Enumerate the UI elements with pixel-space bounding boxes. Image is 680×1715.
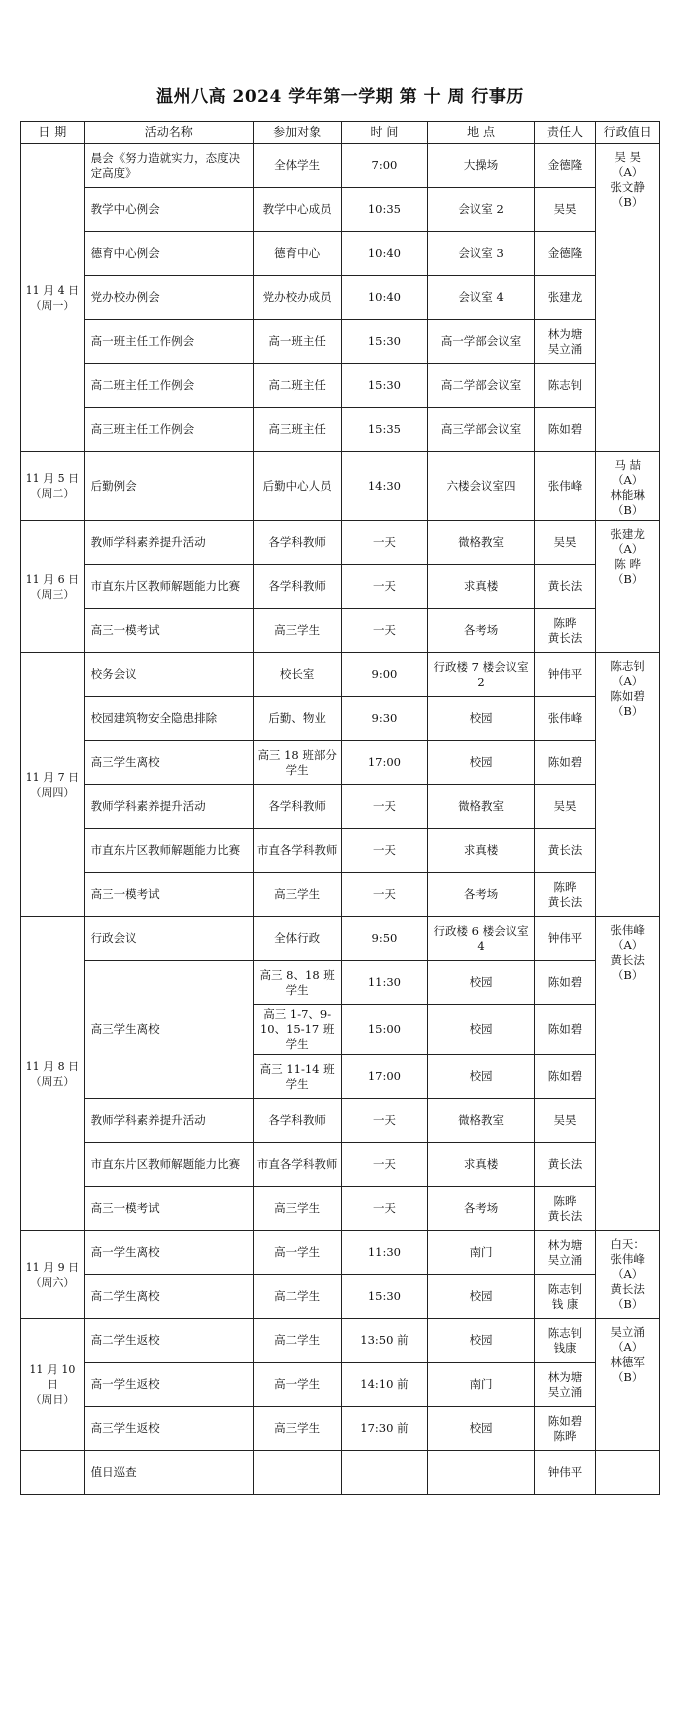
empty-cell (596, 1451, 660, 1495)
person-cell: 陈如碧 (534, 961, 595, 1005)
empty-cell (341, 1451, 428, 1495)
location-cell: 校园 (428, 1005, 535, 1055)
table-row (21, 408, 660, 452)
participants-cell: 高三 11-14 班学生 (253, 1055, 341, 1099)
empty-cell (21, 1451, 85, 1495)
person-cell: 林为塘 吴立涌 (534, 320, 595, 364)
time-cell: 11:30 (341, 1231, 428, 1275)
date-cell: 11 月 7 日 （周四） (21, 653, 85, 917)
person-cell: 钟伟平 (534, 917, 595, 961)
empty-cell (253, 1451, 341, 1495)
activity-cell: 德育中心例会 (84, 232, 253, 276)
duty-cell: 吴 昊 （A） 张文静 （B） (596, 144, 660, 452)
participants-cell: 高三学生 (253, 1407, 341, 1451)
table-row (21, 1099, 660, 1143)
participants-cell: 各学科教师 (253, 785, 341, 829)
time-cell: 9:30 (341, 697, 428, 741)
activity-cell: 高三一模考试 (84, 1187, 253, 1231)
participants-cell: 高三学生 (253, 873, 341, 917)
location-cell: 微格教室 (428, 785, 535, 829)
person-cell: 陈如碧 (534, 1055, 595, 1099)
date-cell: 11 月 5 日 （周二） (21, 452, 85, 521)
empty-cell (428, 1451, 535, 1495)
person-cell: 林为塘 吴立涌 (534, 1363, 595, 1407)
time-cell: 15:30 (341, 320, 428, 364)
time-cell: 17:00 (341, 741, 428, 785)
footer-row (21, 1451, 660, 1495)
header-time: 时 间 (341, 122, 428, 144)
participants-cell: 各学科教师 (253, 1099, 341, 1143)
person-cell: 吴昊 (534, 188, 595, 232)
table-row (21, 917, 660, 961)
location-cell: 校园 (428, 1407, 535, 1451)
table-row (21, 276, 660, 320)
activity-cell: 高三学生离校 (84, 961, 253, 1099)
date-cell: 11 月 10 日 （周日） (21, 1319, 85, 1451)
participants-cell: 高一班主任 (253, 320, 341, 364)
location-cell: 高三学部会议室 (428, 408, 535, 452)
time-cell: 17:30 前 (341, 1407, 428, 1451)
activity-cell: 高三一模考试 (84, 609, 253, 653)
participants-cell: 高一学生 (253, 1231, 341, 1275)
table-row (21, 188, 660, 232)
participants-cell: 高三学生 (253, 609, 341, 653)
table-row (21, 364, 660, 408)
weekly-calendar-table (20, 121, 660, 1495)
participants-cell: 各学科教师 (253, 521, 341, 565)
participants-cell: 高三 18 班部分学生 (253, 741, 341, 785)
table-row (21, 1231, 660, 1275)
duty-cell: 马 喆 （A） 林能琳 （B） (596, 452, 660, 521)
table-row (21, 144, 660, 188)
participants-cell: 全体学生 (253, 144, 341, 188)
activity-cell: 党办校办例会 (84, 276, 253, 320)
time-cell: 15:35 (341, 408, 428, 452)
time-cell: 10:40 (341, 276, 428, 320)
person-cell: 陈志钊 钱 康 (534, 1275, 595, 1319)
activity-cell: 晨会《努力造就实力，态度决定高度》 (84, 144, 253, 188)
table-row (21, 1143, 660, 1187)
activity-cell: 高三一模考试 (84, 873, 253, 917)
person-cell: 林为塘 吴立涌 (534, 1231, 595, 1275)
location-cell: 大操场 (428, 144, 535, 188)
duty-cell: 白天： 张伟峰 （A） 黄长法 （B） (596, 1231, 660, 1319)
location-cell: 各考场 (428, 1187, 535, 1231)
time-cell: 15:00 (341, 1005, 428, 1055)
header-location: 地 点 (428, 122, 535, 144)
time-cell: 一天 (341, 609, 428, 653)
person-cell: 陈如碧 陈晔 (534, 1407, 595, 1451)
person-cell: 陈如碧 (534, 1005, 595, 1055)
participants-cell: 后勤、物业 (253, 697, 341, 741)
activity-cell: 高三学生离校 (84, 741, 253, 785)
person-cell: 黄长法 (534, 829, 595, 873)
person-cell: 陈晔 黄长法 (534, 1187, 595, 1231)
activity-cell: 高二学生返校 (84, 1319, 253, 1363)
location-cell: 微格教室 (428, 521, 535, 565)
participants-cell: 高三 1-7、9-10、15-17 班学生 (253, 1005, 341, 1055)
duty-cell: 张伟峰 （A） 黄长法 （B） (596, 917, 660, 1231)
table-row (21, 1319, 660, 1363)
page-title: 温州八高 2024 学年第一学期 第 十 周 行事历 (156, 87, 524, 107)
table-row (21, 232, 660, 276)
person-cell: 张建龙 (534, 276, 595, 320)
activity-cell: 高三班主任工作例会 (84, 408, 253, 452)
person-cell: 陈如碧 (534, 741, 595, 785)
person-cell: 钟伟平 (534, 653, 595, 697)
location-cell: 校园 (428, 1275, 535, 1319)
activity-cell: 高三学生返校 (84, 1407, 253, 1451)
time-cell: 15:30 (341, 1275, 428, 1319)
header-row (21, 122, 660, 144)
table-row (21, 320, 660, 364)
location-cell: 求真楼 (428, 565, 535, 609)
person-cell: 金德隆 (534, 232, 595, 276)
activity-cell: 高二班主任工作例会 (84, 364, 253, 408)
participants-cell: 校长室 (253, 653, 341, 697)
location-cell: 会议室 3 (428, 232, 535, 276)
participants-cell: 教学中心成员 (253, 188, 341, 232)
participants-cell: 市直各学科教师 (253, 1143, 341, 1187)
time-cell: 一天 (341, 565, 428, 609)
duty-cell: 吴立涌 （A） 林德军 （B） (596, 1319, 660, 1451)
header-date: 日 期 (21, 122, 85, 144)
date-cell: 11 月 8 日 （周五） (21, 917, 85, 1231)
activity-cell: 市直东片区教师解题能力比赛 (84, 565, 253, 609)
participants-cell: 高二学生 (253, 1275, 341, 1319)
person-cell: 陈晔 黄长法 (534, 609, 595, 653)
time-cell: 14:10 前 (341, 1363, 428, 1407)
location-cell: 会议室 2 (428, 188, 535, 232)
participants-cell: 高二学生 (253, 1319, 341, 1363)
activity-cell: 校务会议 (84, 653, 253, 697)
time-cell: 一天 (341, 1099, 428, 1143)
activity-cell: 教师学科素养提升活动 (84, 1099, 253, 1143)
location-cell: 校园 (428, 697, 535, 741)
location-cell: 各考场 (428, 873, 535, 917)
location-cell: 行政楼 6 楼会议室 4 (428, 917, 535, 961)
person-cell: 张伟峰 (534, 697, 595, 741)
location-cell: 行政楼 7 楼会议室 2 (428, 653, 535, 697)
participants-cell: 高二班主任 (253, 364, 341, 408)
person-cell: 陈如碧 (534, 408, 595, 452)
date-cell: 11 月 4 日 （周一） (21, 144, 85, 452)
time-cell: 一天 (341, 785, 428, 829)
person-cell: 吴昊 (534, 521, 595, 565)
location-cell: 校园 (428, 741, 535, 785)
time-cell: 一天 (341, 829, 428, 873)
header-activity: 活动名称 (84, 122, 253, 144)
location-cell: 会议室 4 (428, 276, 535, 320)
participants-cell: 全体行政 (253, 917, 341, 961)
date-cell: 11 月 9 日 （周六） (21, 1231, 85, 1319)
activity-cell: 校园建筑物安全隐患排除 (84, 697, 253, 741)
person-cell: 吴昊 (534, 785, 595, 829)
table-row (21, 653, 660, 697)
time-cell: 14:30 (341, 452, 428, 521)
footer-activity: 值日巡查 (84, 1451, 253, 1495)
table-row (21, 452, 660, 521)
location-cell: 微格教室 (428, 1099, 535, 1143)
person-cell: 陈志钊 钱康 (534, 1319, 595, 1363)
time-cell: 13:50 前 (341, 1319, 428, 1363)
participants-cell: 高三 8、18 班学生 (253, 961, 341, 1005)
location-cell: 各考场 (428, 609, 535, 653)
table-row (21, 785, 660, 829)
table-row (21, 1363, 660, 1407)
time-cell: 9:50 (341, 917, 428, 961)
participants-cell: 德育中心 (253, 232, 341, 276)
activity-cell: 教学中心例会 (84, 188, 253, 232)
location-cell: 校园 (428, 961, 535, 1005)
activity-cell: 教师学科素养提升活动 (84, 521, 253, 565)
time-cell: 9:00 (341, 653, 428, 697)
participants-cell: 高三学生 (253, 1187, 341, 1231)
person-cell: 陈晔 黄长法 (534, 873, 595, 917)
person-cell: 张伟峰 (534, 452, 595, 521)
participants-cell: 各学科教师 (253, 565, 341, 609)
location-cell: 校园 (428, 1319, 535, 1363)
location-cell: 求真楼 (428, 829, 535, 873)
location-cell: 高一学部会议室 (428, 320, 535, 364)
participants-cell: 高一学生 (253, 1363, 341, 1407)
time-cell: 一天 (341, 1143, 428, 1187)
time-cell: 10:40 (341, 232, 428, 276)
header-duty: 行政值日 (596, 122, 660, 144)
person-cell: 金德隆 (534, 144, 595, 188)
table-row (21, 1407, 660, 1451)
date-cell: 11 月 6 日 （周三） (21, 521, 85, 653)
table-row (21, 873, 660, 917)
location-cell: 六楼会议室四 (428, 452, 535, 521)
location-cell: 校园 (428, 1055, 535, 1099)
table-row (21, 829, 660, 873)
location-cell: 高二学部会议室 (428, 364, 535, 408)
person-cell: 黄长法 (534, 1143, 595, 1187)
duty-cell: 张建龙 （A） 陈 晔 （B） (596, 521, 660, 653)
footer-person: 钟伟平 (534, 1451, 595, 1495)
participants-cell: 党办校办成员 (253, 276, 341, 320)
participants-cell: 高三班主任 (253, 408, 341, 452)
location-cell: 求真楼 (428, 1143, 535, 1187)
person-cell: 黄长法 (534, 565, 595, 609)
activity-cell: 后勤例会 (84, 452, 253, 521)
time-cell: 一天 (341, 521, 428, 565)
table-row (21, 1275, 660, 1319)
activity-cell: 高一学生返校 (84, 1363, 253, 1407)
time-cell: 10:35 (341, 188, 428, 232)
table-row (21, 697, 660, 741)
time-cell: 11:30 (341, 961, 428, 1005)
person-cell: 陈志钊 (534, 364, 595, 408)
time-cell: 一天 (341, 1187, 428, 1231)
participants-cell: 后勤中心人员 (253, 452, 341, 521)
activity-cell: 高一班主任工作例会 (84, 320, 253, 364)
activity-cell: 行政会议 (84, 917, 253, 961)
table-row (21, 741, 660, 785)
table-row (21, 961, 660, 1005)
time-cell: 7:00 (341, 144, 428, 188)
table-row (21, 521, 660, 565)
time-cell: 17:00 (341, 1055, 428, 1099)
participants-cell: 市直各学科教师 (253, 829, 341, 873)
table-row (21, 609, 660, 653)
header-person: 责任人 (534, 122, 595, 144)
time-cell: 一天 (341, 873, 428, 917)
person-cell: 吴昊 (534, 1099, 595, 1143)
activity-cell: 高一学生离校 (84, 1231, 253, 1275)
location-cell: 南门 (428, 1363, 535, 1407)
table-row (21, 1187, 660, 1231)
location-cell: 南门 (428, 1231, 535, 1275)
header-participants: 参加对象 (253, 122, 341, 144)
time-cell: 15:30 (341, 364, 428, 408)
activity-cell: 高二学生离校 (84, 1275, 253, 1319)
activity-cell: 市直东片区教师解题能力比赛 (84, 829, 253, 873)
duty-cell: 陈志钊 （A） 陈如碧 （B） (596, 653, 660, 917)
table-row (21, 565, 660, 609)
activity-cell: 教师学科素养提升活动 (84, 785, 253, 829)
activity-cell: 市直东片区教师解题能力比赛 (84, 1143, 253, 1187)
